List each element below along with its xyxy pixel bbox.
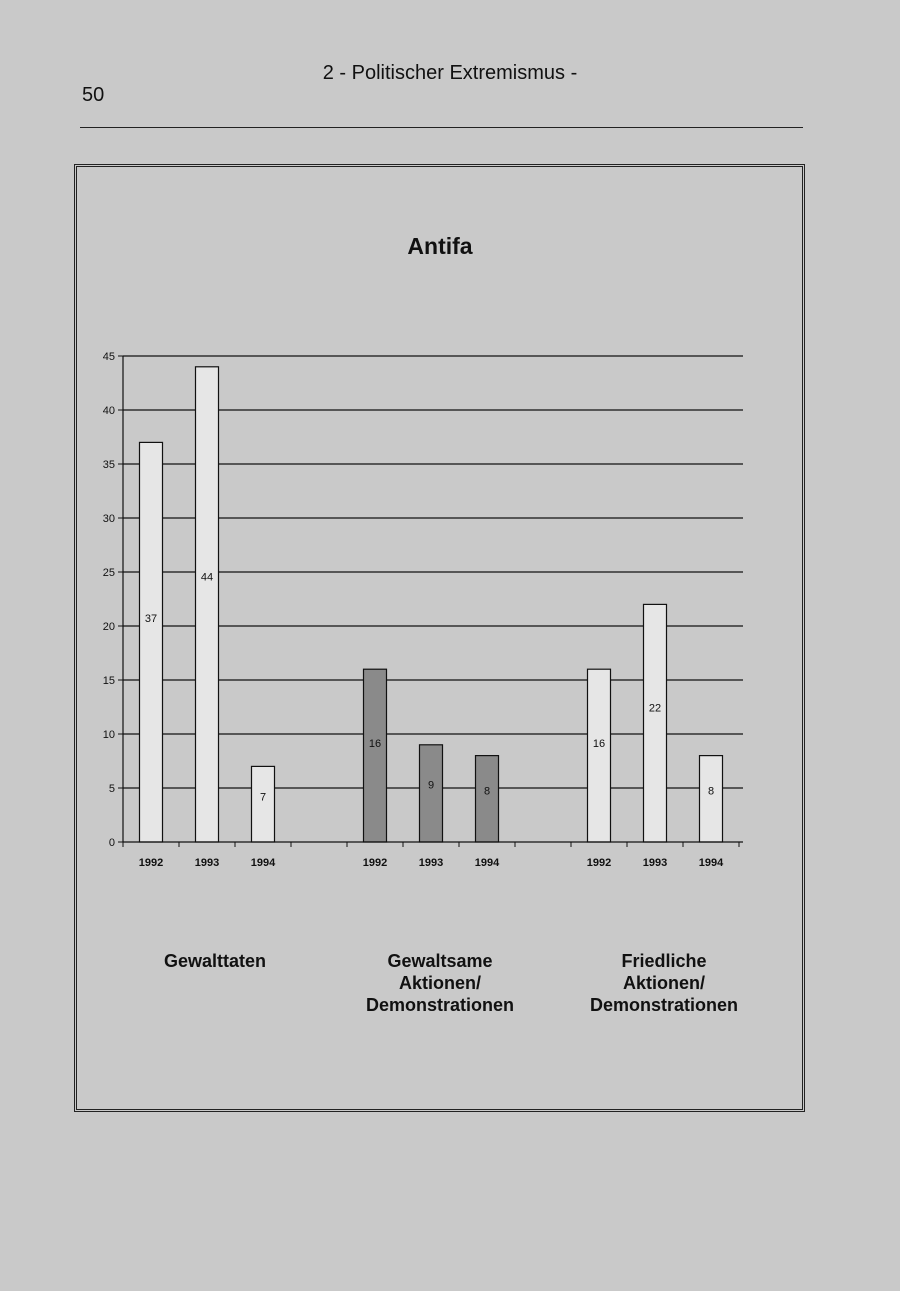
y-tick-label: 25 [102,567,115,579]
group-label-line: Aktionen/ [398,973,481,993]
data-label: 44 [200,571,214,584]
x-tick-label: 1994 [250,857,276,869]
bar [140,442,163,842]
x-tick-label: 1994 [698,857,724,869]
data-label: 7 [259,791,267,804]
y-tick-label: 0 [108,837,115,849]
x-tick-label: 1992 [138,857,164,869]
group-label-friedliche [554,950,774,1016]
y-tick-label: 15 [102,675,115,687]
bar [252,766,275,842]
x-tick-label: 1993 [642,857,668,869]
bar [588,669,611,842]
group-label-gewalttaten [105,950,325,972]
bar [644,604,667,842]
group-label-line: Demonstrationen [589,995,739,1015]
bar [420,745,443,842]
bar [700,756,723,842]
x-tick-label: 1993 [194,857,220,869]
group-label-line: Aktionen/ [622,973,705,993]
page-number: 50 [82,84,105,106]
y-tick-label: 5 [108,783,115,795]
y-tick-label: 30 [102,513,115,525]
group-label-line: Gewalttaten [163,951,267,971]
group-label-line: Friedliche [621,951,707,971]
data-label: 37 [144,613,158,626]
x-tick-label: 1992 [362,857,388,869]
group-label-gewaltsame [330,950,550,1016]
group-label-line: Gewaltsame [387,951,493,971]
y-tick-label: 10 [102,729,115,741]
group-label-line: Demonstrationen [365,995,515,1015]
y-tick-label: 45 [102,351,115,363]
y-tick-label: 35 [102,459,115,471]
running-header: 2 - Politischer Extremismus - [322,62,578,84]
data-label: 16 [592,737,606,750]
y-tick-label: 20 [102,621,115,633]
x-tick-label: 1992 [586,857,612,869]
x-tick-label: 1994 [474,857,500,869]
chart-title: Antifa [407,233,473,259]
x-tick-label: 1993 [418,857,444,869]
bar [364,669,387,842]
bars [140,367,723,842]
data-label: 16 [368,737,382,750]
data-label: 9 [427,779,435,792]
data-label: 22 [648,702,662,715]
y-tick-label: 40 [102,405,115,417]
bar [196,367,219,842]
data-label: 8 [707,785,715,798]
bar [476,756,499,842]
data-label: 8 [483,785,491,798]
